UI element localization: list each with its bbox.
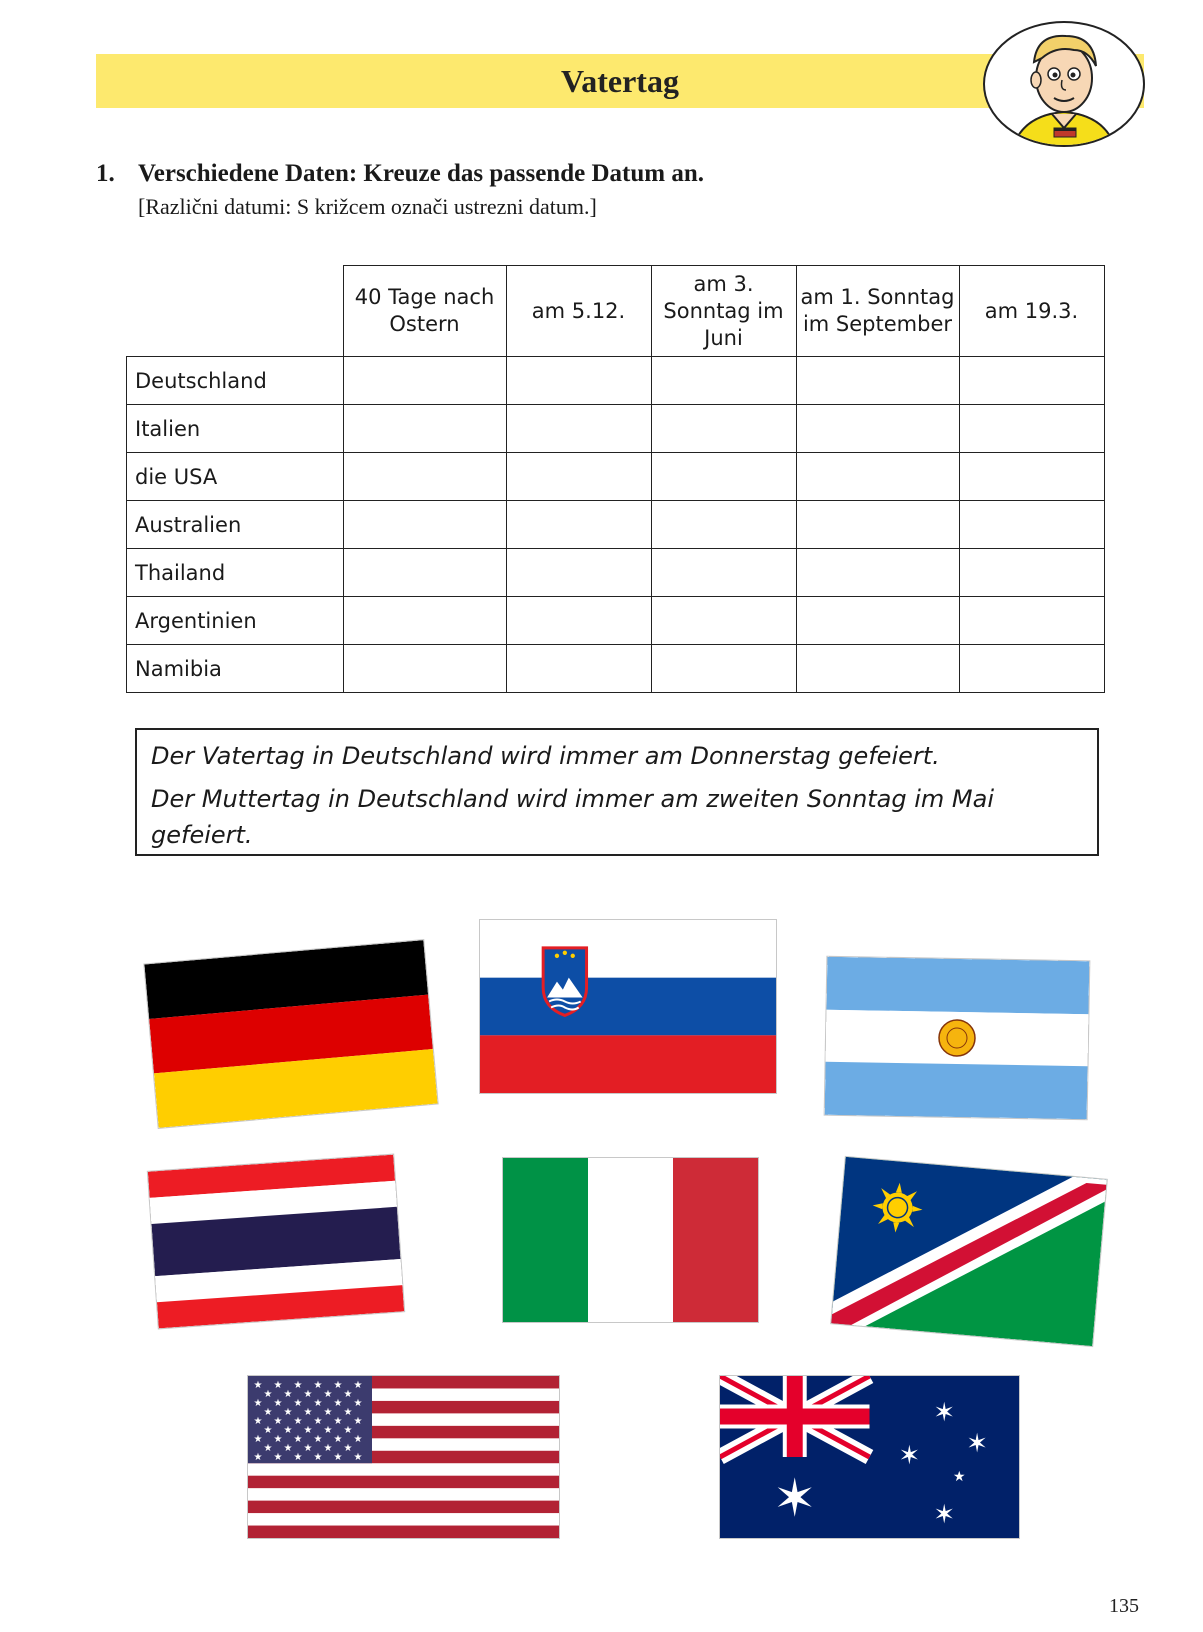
answer-cell[interactable] xyxy=(506,597,651,645)
header-cell: am 1. Sonntag im September xyxy=(796,266,959,357)
svg-text:★: ★ xyxy=(313,1452,323,1463)
country-label: Namibia xyxy=(127,645,344,693)
svg-text:★: ★ xyxy=(263,1407,273,1418)
answer-cell[interactable] xyxy=(343,501,506,549)
answer-cell[interactable] xyxy=(343,357,506,405)
svg-text:★: ★ xyxy=(343,1443,353,1454)
svg-text:★: ★ xyxy=(273,1434,283,1445)
answer-cell[interactable] xyxy=(651,501,796,549)
svg-text:★: ★ xyxy=(313,1398,323,1409)
slovenia-flag xyxy=(480,920,776,1093)
answer-cell[interactable] xyxy=(651,645,796,693)
svg-text:★: ★ xyxy=(293,1434,303,1445)
boy-mascot-icon xyxy=(982,20,1146,148)
svg-text:★: ★ xyxy=(353,1452,363,1463)
answer-cell[interactable] xyxy=(506,501,651,549)
svg-text:★: ★ xyxy=(333,1398,343,1409)
answer-cell[interactable] xyxy=(796,453,959,501)
usa-flag xyxy=(248,1376,559,1538)
info-line-vatertag: Der Vatertag in Deutschland wird immer am Donnerstag gefeiert. xyxy=(151,742,940,770)
svg-text:★: ★ xyxy=(253,1416,263,1427)
answer-cell[interactable] xyxy=(506,357,651,405)
germany-flag xyxy=(144,940,437,1128)
info-box xyxy=(135,728,1099,856)
svg-text:★: ★ xyxy=(343,1425,353,1436)
answer-cell[interactable] xyxy=(651,453,796,501)
svg-text:★: ★ xyxy=(313,1434,323,1445)
answer-cell[interactable] xyxy=(343,645,506,693)
svg-text:★: ★ xyxy=(303,1425,313,1436)
answer-cell[interactable] xyxy=(343,549,506,597)
answer-cell[interactable] xyxy=(651,549,796,597)
table-row xyxy=(127,597,1105,645)
answer-cell[interactable] xyxy=(796,405,959,453)
answer-cell[interactable] xyxy=(343,453,506,501)
svg-text:★: ★ xyxy=(273,1452,283,1463)
answer-cell[interactable] xyxy=(343,405,506,453)
header-cell: am 19.3. xyxy=(959,266,1104,357)
svg-text:✶: ✶ xyxy=(773,1468,817,1530)
answer-cell[interactable] xyxy=(651,597,796,645)
task-instruction xyxy=(96,160,996,220)
answer-cell[interactable] xyxy=(959,597,1104,645)
header-cell: am 3. Sonntag im Juni xyxy=(651,266,796,357)
svg-text:★: ★ xyxy=(313,1380,323,1391)
svg-text:★: ★ xyxy=(353,1434,363,1445)
svg-text:★: ★ xyxy=(333,1434,343,1445)
country-label: Thailand xyxy=(127,549,344,597)
svg-text:★: ★ xyxy=(253,1452,263,1463)
svg-text:★: ★ xyxy=(293,1452,303,1463)
table-row xyxy=(127,453,1105,501)
answer-cell[interactable] xyxy=(796,645,959,693)
svg-text:★: ★ xyxy=(273,1398,283,1409)
svg-text:★: ★ xyxy=(303,1389,313,1400)
table-row xyxy=(127,357,1105,405)
argentina-flag xyxy=(825,957,1090,1120)
svg-text:★: ★ xyxy=(293,1416,303,1427)
svg-text:★: ★ xyxy=(323,1425,333,1436)
answer-cell[interactable] xyxy=(796,597,959,645)
svg-text:★: ★ xyxy=(353,1416,363,1427)
country-label: Deutschland xyxy=(127,357,344,405)
table-corner xyxy=(127,266,344,357)
svg-text:★: ★ xyxy=(253,1434,263,1445)
answer-cell[interactable] xyxy=(796,501,959,549)
country-label: die USA xyxy=(127,453,344,501)
svg-text:★: ★ xyxy=(283,1443,293,1454)
answer-cell[interactable] xyxy=(506,645,651,693)
task-text: Verschiedene Daten: Kreuze das passende Datum an. xyxy=(138,160,704,187)
svg-text:★: ★ xyxy=(273,1416,283,1427)
answer-cell[interactable] xyxy=(959,405,1104,453)
answer-cell[interactable] xyxy=(506,405,651,453)
svg-text:★: ★ xyxy=(323,1407,333,1418)
svg-text:★: ★ xyxy=(273,1380,283,1391)
header-cell: 40 Tage nach Ostern xyxy=(343,266,506,357)
svg-text:★: ★ xyxy=(303,1407,313,1418)
svg-text:★: ★ xyxy=(333,1452,343,1463)
page-number: 135 xyxy=(1109,1595,1139,1617)
svg-text:★: ★ xyxy=(343,1389,353,1400)
thailand-flag xyxy=(148,1155,404,1329)
svg-text:★: ★ xyxy=(353,1380,363,1391)
svg-text:★: ★ xyxy=(263,1389,273,1400)
svg-text:★: ★ xyxy=(263,1425,273,1436)
country-label: Australien xyxy=(127,501,344,549)
info-line-muttertag: Der Muttertag in Deutschland wird immer am zweiten Sonntag im Mai gefeiert. xyxy=(151,785,995,849)
svg-text:★: ★ xyxy=(293,1380,303,1391)
task-number: 1. xyxy=(96,160,115,187)
table-row xyxy=(127,501,1105,549)
answer-cell[interactable] xyxy=(506,453,651,501)
page-title: Vatertag xyxy=(561,62,679,99)
country-label: Italien xyxy=(127,405,344,453)
answer-cell[interactable] xyxy=(959,501,1104,549)
dates-table xyxy=(126,265,1105,693)
answer-cell[interactable] xyxy=(959,357,1104,405)
svg-text:✶: ✶ xyxy=(898,1440,921,1472)
svg-text:★: ★ xyxy=(253,1380,263,1391)
italy-flag xyxy=(503,1158,758,1322)
table-row xyxy=(127,405,1105,453)
svg-text:★: ★ xyxy=(313,1416,323,1427)
svg-text:★: ★ xyxy=(283,1389,293,1400)
answer-cell[interactable] xyxy=(651,357,796,405)
svg-text:★: ★ xyxy=(283,1425,293,1436)
svg-text:★: ★ xyxy=(303,1443,313,1454)
svg-text:★: ★ xyxy=(952,1468,966,1486)
namibia-flag xyxy=(831,1157,1107,1346)
answer-cell[interactable] xyxy=(959,549,1104,597)
answer-cell[interactable] xyxy=(651,405,796,453)
country-label: Argentinien xyxy=(127,597,344,645)
svg-text:★: ★ xyxy=(283,1407,293,1418)
svg-text:★: ★ xyxy=(333,1416,343,1427)
answer-cell[interactable] xyxy=(343,597,506,645)
svg-text:★: ★ xyxy=(343,1407,353,1418)
answer-cell[interactable] xyxy=(959,645,1104,693)
svg-text:★: ★ xyxy=(353,1398,363,1409)
svg-text:★: ★ xyxy=(263,1443,273,1454)
australia-flag xyxy=(720,1376,1019,1538)
table-row xyxy=(127,549,1105,597)
svg-text:✶: ✶ xyxy=(966,1428,988,1460)
answer-cell[interactable] xyxy=(796,357,959,405)
svg-text:★: ★ xyxy=(333,1380,343,1391)
answer-cell[interactable] xyxy=(506,549,651,597)
answer-cell[interactable] xyxy=(959,453,1104,501)
svg-text:★: ★ xyxy=(253,1398,263,1409)
task-translation: [Različni datumi: S križcem označi ustrezni datum.] xyxy=(138,194,597,219)
svg-text:★: ★ xyxy=(323,1443,333,1454)
svg-text:✶: ✶ xyxy=(933,1397,956,1429)
svg-text:★: ★ xyxy=(323,1389,333,1400)
svg-text:★: ★ xyxy=(293,1398,303,1409)
table-row xyxy=(127,645,1105,693)
svg-text:✶: ✶ xyxy=(933,1499,956,1531)
answer-cell[interactable] xyxy=(796,549,959,597)
header-cell: am 5.12. xyxy=(506,266,651,357)
